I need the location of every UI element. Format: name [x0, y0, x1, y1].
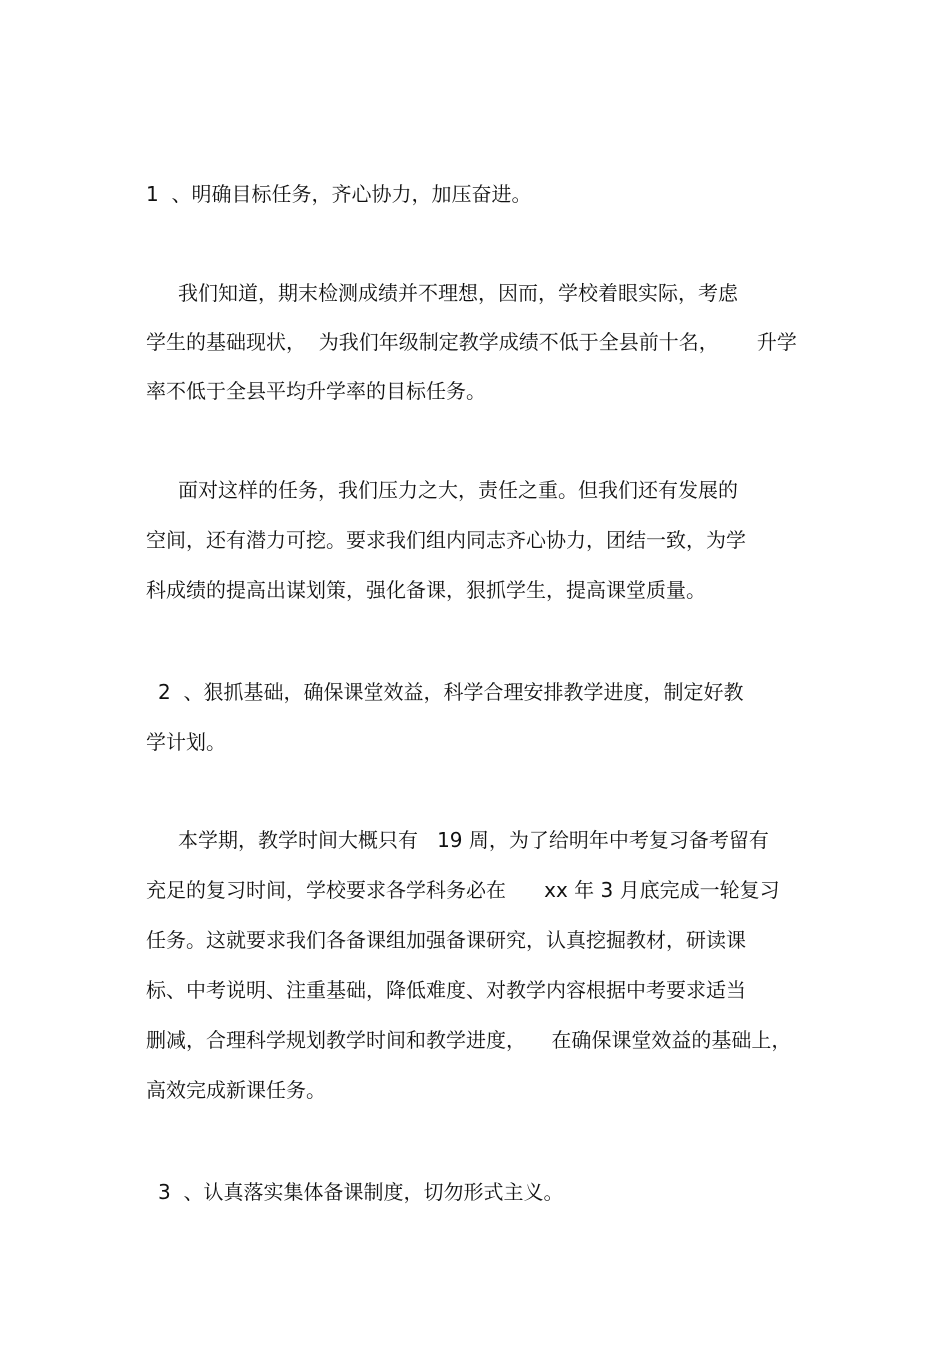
- paragraph-3-line-5: 删减，合理科学规划教学时间和教学进度， 在确保课堂效益的基础上，: [146, 1028, 792, 1052]
- paragraph-1-line-1: 我们知道，期末检测成绩并不理想，因而，学校着眼实际，考虑: [178, 281, 738, 305]
- paragraph-3-line-6: 高效完成新课任务。: [146, 1078, 326, 1102]
- heading-2-line-1: 2 、狠抓基础，确保课堂效益，科学合理安排教学进度，制定好教: [158, 680, 744, 704]
- paragraph-2-line-3: 科成绩的提高出谋划策，强化备课，狠抓学生，提高课堂质量。: [146, 578, 706, 602]
- heading-2-line-2: 学计划。: [146, 730, 226, 754]
- paragraph-3-line-2: 充足的复习时间，学校要求各学科务必在 xx 年 3 月底完成一轮复习: [146, 878, 780, 902]
- paragraph-2-line-1: 面对这样的任务，我们压力之大，责任之重。但我们还有发展的: [178, 478, 738, 502]
- paragraph-3-line-3: 任务。这就要求我们各备课组加强备课研究，认真挖掘教材，研读课: [146, 928, 746, 952]
- paragraph-1-line-3: 率不低于全县平均升学率的目标任务。: [146, 379, 486, 403]
- heading-3: 3 、认真落实集体备课制度，切勿形式主义。: [158, 1180, 564, 1204]
- paragraph-3-line-4: 标、中考说明、注重基础，降低难度、对教学内容根据中考要求适当: [146, 978, 746, 1002]
- heading-1: 1 、明确目标任务，齐心协力，加压奋进。: [146, 182, 532, 206]
- paragraph-1-line-2: 学生的基础现状， 为我们年级制定教学成绩不低于全县前十名， 升学: [146, 330, 797, 354]
- paragraph-3-line-1: 本学期，教学时间大概只有 19 周，为了给明年中考复习备考留有: [178, 828, 769, 852]
- paragraph-2-line-2: 空间，还有潜力可挖。要求我们组内同志齐心协力，团结一致，为学: [146, 528, 746, 552]
